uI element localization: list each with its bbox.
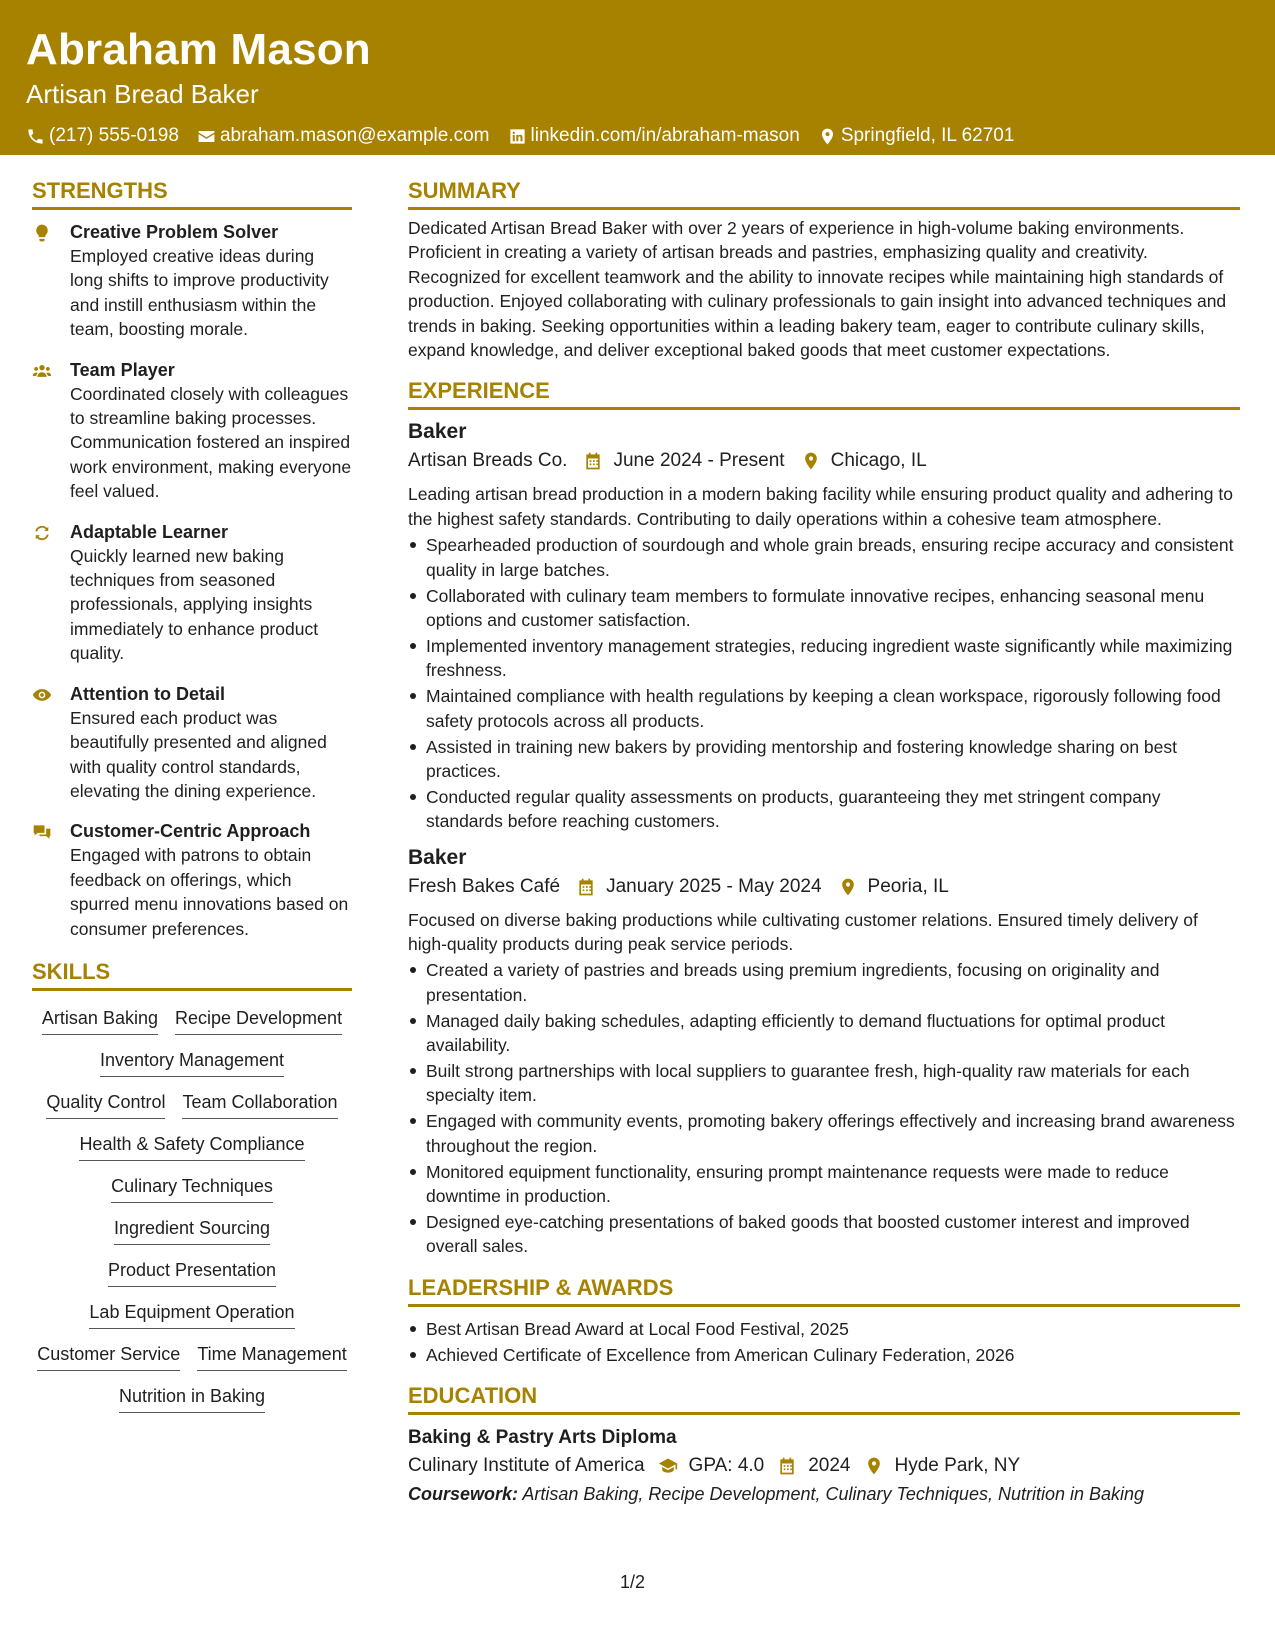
summary-heading: SUMMARY xyxy=(408,176,1240,210)
job-entry xyxy=(408,844,1240,1259)
contact-location xyxy=(818,124,1015,148)
bullet-item: Implemented inventory management strategies, reducing ingredient waste significantly while maximizing freshness. xyxy=(408,634,1240,683)
map-pin-icon xyxy=(801,451,821,471)
contact-linkedin[interactable] xyxy=(508,124,800,148)
job-title: Baker xyxy=(408,420,467,444)
job-meta xyxy=(408,872,1240,902)
contact-bar xyxy=(26,124,1249,148)
lightbulb-icon xyxy=(32,223,52,243)
bullet-item: Designed eye-catching presentations of baked goods that boosted customer interest and improved overall sales. xyxy=(408,1210,1240,1259)
skills-heading: SKILLS xyxy=(32,957,352,991)
map-pin-icon xyxy=(838,877,858,897)
job-dates: January 2025 - May 2024 xyxy=(606,875,822,897)
gpa-text: GPA: 4.0 xyxy=(688,1455,765,1477)
coursework-list: Artisan Baking, Recipe Development, Culinary Techniques, Nutrition in Baking xyxy=(522,1484,1145,1505)
resume-header xyxy=(0,0,1275,155)
education-heading: EDUCATION xyxy=(408,1381,1240,1415)
graduation-cap-icon xyxy=(657,1456,679,1476)
skill-tag: Time Management xyxy=(197,1341,346,1371)
awards-list xyxy=(408,1317,1240,1367)
bullet-item: Spearheaded production of sourdough and whole grain breads, ensuring recipe accuracy and consistent quality in large batches. xyxy=(408,533,1240,582)
page-number: 1/2 xyxy=(620,1572,646,1592)
strengths-list xyxy=(32,220,352,941)
users-icon xyxy=(32,361,52,381)
strength-item xyxy=(32,220,352,342)
skill-tag: Lab Equipment Operation xyxy=(89,1299,294,1329)
award-item: Achieved Certificate of Excellence from American Culinary Federation, 2026 xyxy=(408,1343,1240,1367)
strength-item xyxy=(32,520,352,666)
left-column xyxy=(32,176,352,1413)
job-entry xyxy=(408,418,1240,833)
skill-tag: Quality Control xyxy=(46,1089,165,1119)
strength-desc: Employed creative ideas during long shifts to improve productivity and instill enthusiasm within the team, boosting morale. xyxy=(70,246,329,340)
map-pin-icon xyxy=(818,127,837,146)
bullet-item: Conducted regular quality assessments on products, guaranteeing they met stringent company standards before reaching customers. xyxy=(408,785,1240,834)
skill-tag: Product Presentation xyxy=(108,1257,276,1287)
skill-tag: Inventory Management xyxy=(100,1047,284,1077)
job-bullets xyxy=(408,533,1240,833)
strength-desc: Engaged with patrons to obtain feedback on offerings, which spurred menu innovations based on consumer preferences. xyxy=(70,845,349,939)
strength-title: Customer-Centric Approach xyxy=(70,821,311,842)
phone-text: (217) 555-0198 xyxy=(49,125,179,146)
education-meta xyxy=(408,1451,1240,1481)
experience-heading: EXPERIENCE xyxy=(408,376,1240,410)
coursework xyxy=(408,1481,1240,1507)
skill-tag: Artisan Baking xyxy=(42,1005,158,1035)
job-dates: June 2024 - Present xyxy=(613,450,785,472)
job-description: Focused on diverse baking productions while cultivating customer relations. Ensured timely delivery of high-quality products during peak service periods. xyxy=(408,909,1198,955)
strength-title: Team Player xyxy=(70,359,175,380)
strength-title: Attention to Detail xyxy=(70,683,225,704)
skill-tag: Customer Service xyxy=(37,1341,180,1371)
candidate-name: Abraham Mason xyxy=(26,25,371,74)
summary-text: Dedicated Artisan Bread Baker with over 2 years of experience in high-volume baking environments. Proficient in creating a variety of artisan breads and pastries, emphasizing quality and creativity. Recognized for excellent teamwork and the ability to innovate recipes while maintaining high standards of production. Enjoyed collaborating with culinary professionals to gain insight into advanced techniques and trends in baking. Seeking opportunities within a leading bakery team, eager to contribute culinary skills, expand knowledge, and deliver exceptional baked goods that meet customer expectations. xyxy=(408,218,1227,361)
skill-tag: Nutrition in Baking xyxy=(119,1383,265,1413)
skill-tag: Culinary Techniques xyxy=(111,1173,273,1203)
job-location: Chicago, IL xyxy=(830,450,927,472)
strength-desc: Coordinated closely with colleagues to streamline baking processes. Communication fostered an inspired work environment, making everyone feel valued. xyxy=(70,383,352,502)
skill-tag: Health & Safety Compliance xyxy=(79,1131,304,1161)
education-year: 2024 xyxy=(808,1455,851,1477)
skill-tag: Ingredient Sourcing xyxy=(114,1215,270,1245)
job-location: Peoria, IL xyxy=(867,875,949,897)
job-meta xyxy=(408,446,1240,476)
contact-email[interactable] xyxy=(197,124,490,148)
linkedin-icon xyxy=(508,127,527,146)
candidate-title: Artisan Bread Baker xyxy=(26,79,259,109)
comments-icon xyxy=(32,822,52,842)
right-column xyxy=(408,176,1240,1507)
job-bullets xyxy=(408,958,1240,1258)
bullet-item: Engaged with community events, promoting bakery offerings effectively and increasing brand awareness throughout the region. xyxy=(408,1109,1240,1158)
bullet-item: Monitored equipment functionality, ensuring prompt maintenance requests were made to reduce downtime in production. xyxy=(408,1160,1240,1209)
email-text: abraham.mason@example.com xyxy=(219,125,490,146)
job-description: Leading artisan bread production in a modern baking facility while ensuring product quality and adhering to the highest safety standards. Contributing to daily operations within a cohesive team atmosphere. xyxy=(408,484,1233,529)
job-title: Baker xyxy=(408,845,467,869)
contact-phone[interactable] xyxy=(26,124,179,148)
strength-item xyxy=(32,358,352,504)
envelope-icon xyxy=(197,127,216,146)
bullet-item: Created a variety of pastries and breads using premium ingredients, focusing on originality and presentation. xyxy=(408,958,1240,1007)
strength-desc: Quickly learned new baking techniques from seasoned professionals, applying insights immediately to enhance product quality. xyxy=(70,545,319,664)
coursework-label: Coursework: xyxy=(408,1484,519,1505)
map-pin-icon xyxy=(863,1456,885,1476)
job-company: Fresh Bakes Café xyxy=(408,875,561,897)
award-item: Best Artisan Bread Award at Local Food Festival, 2025 xyxy=(408,1317,1240,1341)
bullet-item: Built strong partnerships with local suppliers to guarantee fresh, high-quality raw materials for each specialty item. xyxy=(408,1059,1240,1108)
strength-title: Adaptable Learner xyxy=(70,521,229,542)
strength-item xyxy=(32,819,352,941)
bullet-item: Collaborated with culinary team members to formulate innovative recipes, enhancing seasonal menu options and customer satisfaction. xyxy=(408,584,1240,633)
calendar-icon xyxy=(576,877,596,897)
skills-list xyxy=(32,1005,352,1413)
strength-title: Creative Problem Solver xyxy=(70,222,279,242)
degree-title: Baking & Pastry Arts Diploma xyxy=(408,1427,677,1449)
calendar-icon xyxy=(583,451,603,471)
bullet-item: Assisted in training new bakers by providing mentorship and fostering knowledge sharing on best practices. xyxy=(408,735,1240,784)
refresh-icon xyxy=(32,523,52,543)
bullet-item: Maintained compliance with health regulations by keeping a clean workspace, rigorously following food safety protocols across all products. xyxy=(408,684,1240,733)
eye-icon xyxy=(32,685,52,705)
linkedin-text: linkedin.com/in/abraham-mason xyxy=(530,125,800,146)
calendar-icon xyxy=(776,1456,798,1476)
awards-heading: LEADERSHIP & AWARDS xyxy=(408,1273,1240,1307)
education-location: Hyde Park, NY xyxy=(894,1455,1021,1477)
strengths-heading: STRENGTHS xyxy=(32,176,352,210)
skill-tag: Recipe Development xyxy=(175,1005,342,1035)
bullet-item: Managed daily baking schedules, adapting efficiently to demand fluctuations for optimal product availability. xyxy=(408,1009,1240,1058)
location-text: Springfield, IL 62701 xyxy=(840,125,1015,146)
phone-icon xyxy=(26,127,45,146)
school-name: Culinary Institute of America xyxy=(408,1455,645,1477)
skill-tag: Team Collaboration xyxy=(182,1089,337,1119)
strength-item xyxy=(32,682,352,804)
strength-desc: Ensured each product was beautifully presented and aligned with quality control standards, elevating the dining experience. xyxy=(70,707,327,801)
job-company: Artisan Breads Co. xyxy=(408,450,568,472)
